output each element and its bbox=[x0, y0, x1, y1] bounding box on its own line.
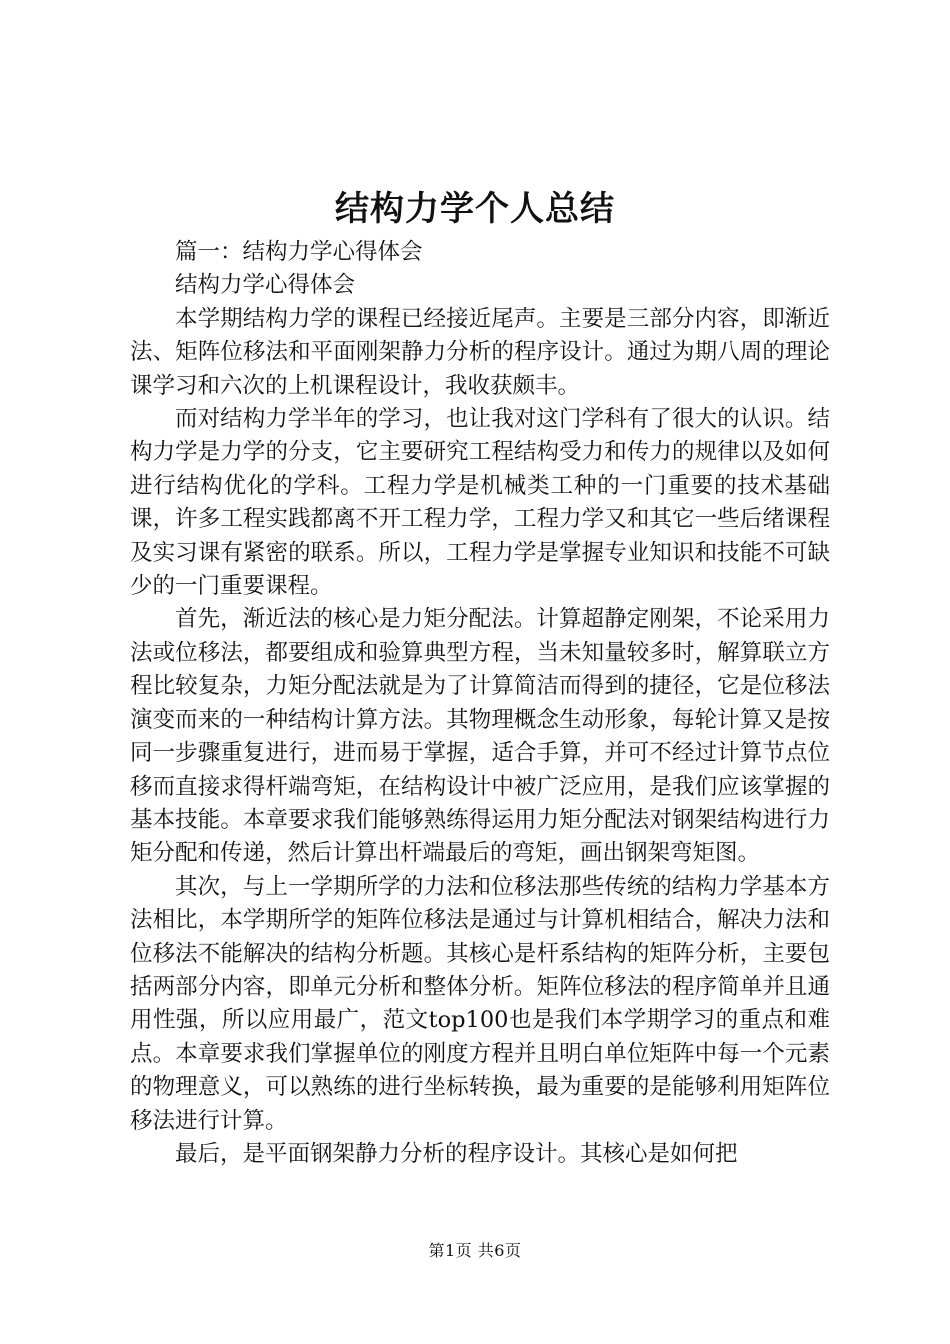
paragraph-2: 而对结构力学半年的学习，也让我对这门学科有了很大的认识。结构力学是力学的分支，它主要研究工程结构受力和传力的规律以及如何进行结构优化的学科。工程力学是机械类工种的一门重要的技术基础课，许多工程实践都离不开工程力学，工程力学又和其它一些后绪课程及实习课有紧密的联系。所以，工程力学是掌握专业知识和技能不可缺少的一门重要课程。 bbox=[130, 406, 830, 600]
article-subtitle: 结构力学心得体会 bbox=[175, 272, 356, 299]
document-body bbox=[130, 236, 830, 1171]
section-heading: 篇一：结构力学心得体会 bbox=[175, 239, 423, 265]
page-title: 结构力学个人总结 bbox=[335, 189, 615, 229]
paragraph-5: 最后，是平面钢架静力分析的程序设计。其核心是如何把 bbox=[175, 1140, 738, 1167]
paragraph-3: 首先，渐近法的核心是力矩分配法。计算超静定刚架，不论采用力法或位移法，都要组成和验算典型方程，当未知量较多时，解算联立方程比较复杂，力矩分配法就是为了计算简洁而得到的捷径，它是位移法演变而来的一种结构计算方法。其物理概念生动形象，每轮计算又是按同一步骤重复进行，进而易于掌握，适合手算，并可不经过计算节点位移而直接求得杆端弯矩，在结构设计中被广泛应用，是我们应该掌握的基本技能。本章要求我们能够熟练得运用力矩分配法对钢架结构进行力矩分配和传递，然后计算出杆端最后的弯矩，画出钢架弯矩图。 bbox=[130, 606, 830, 867]
paragraph-1: 本学期结构力学的课程已经接近尾声。主要是三部分内容，即渐近法、矩阵位移法和平面刚架静力分析的程序设计。通过为期八周的理论课学习和六次的上机课程设计，我收获颇丰。 bbox=[130, 305, 830, 399]
page-footer: 第1页 共6页 bbox=[428, 1241, 522, 1260]
paragraph-4: 其次，与上一学期所学的力法和位移法那些传统的结构力学基本方法相比，本学期所学的矩阵位移法是通过与计算机相结合，解决力法和位移法不能解决的结构分析题。其核心是杆系结构的矩阵分析，主要包括两部分内容，即单元分析和整体分析。矩阵位移法的程序简单并且通用性强，所以应用最广，范文top100也是我们本学期学习的重点和难点。本章要求我们掌握单位的刚度方程并且明白单位矩阵中每一个元素的物理意义，可以熟练的进行坐标转换，最为重要的是能够利用矩阵位移法进行计算。 bbox=[130, 873, 830, 1134]
